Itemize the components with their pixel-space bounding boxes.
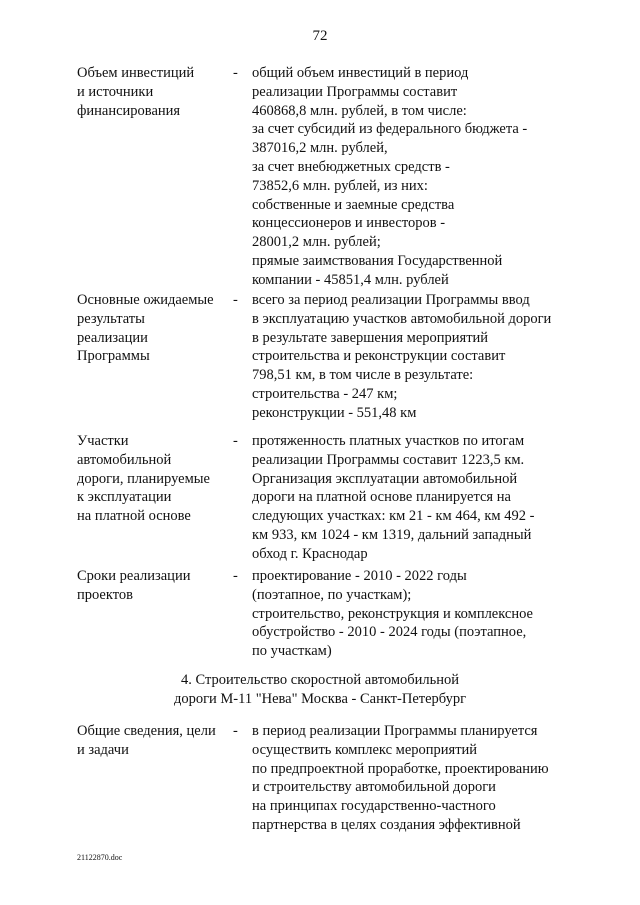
label-line: результаты <box>77 310 145 327</box>
label-line: дороги, планируемые <box>77 470 210 487</box>
label-line: и задачи <box>77 741 129 758</box>
row-dash: - <box>233 433 238 449</box>
value-line: Организация эксплуатации автомобильной <box>252 470 518 487</box>
value-line: компании - 45851,4 млн. рублей <box>252 271 449 288</box>
label-line: финансирования <box>77 102 181 119</box>
value-line: проектирование - 2010 - 2022 годы <box>252 568 467 584</box>
value-line: строительство, реконструкция и комплексное <box>252 605 533 622</box>
value-line: км 933, км 1024 - км 1319, дальний западный <box>252 526 532 543</box>
value-line: обход г. Краснодар <box>252 545 368 562</box>
row-label <box>77 567 227 605</box>
value-line: за счет субсидий из федерального бюджета - <box>252 121 528 138</box>
value-line: обустройство - 2010 - 2024 годы (поэтапное, <box>252 624 527 641</box>
row-dash: - <box>233 723 238 739</box>
heading-line: дороги М-11 "Нева" Москва - Санкт-Петербург <box>173 691 467 707</box>
value-line: на принципах государственно-частного <box>252 798 496 815</box>
heading-line: 4. Строительство скоростной автомобильной <box>180 672 459 688</box>
row-value <box>252 722 592 835</box>
label-line: Участки <box>77 433 129 449</box>
value-line: за счет внебюджетных средств - <box>252 158 450 175</box>
row-label <box>77 291 227 366</box>
value-line: 798,51 км, в том числе в результате: <box>252 367 474 384</box>
label-line: проектов <box>77 586 133 603</box>
row-value <box>252 567 592 661</box>
label-line: Объем инвестиций <box>77 65 195 81</box>
label-line: Основные ожидаемые <box>77 292 214 308</box>
value-line: общий объем инвестиций в период <box>252 65 469 81</box>
label-line: Общие сведения, цели <box>77 723 216 739</box>
value-line: 28001,2 млн. рублей; <box>252 234 381 251</box>
value-line: 387016,2 млн. рублей, <box>252 140 388 157</box>
value-line: собственные и заемные средства <box>252 196 455 213</box>
value-line: партнерства в целях создания эффективной <box>252 816 521 833</box>
label-line: к эксплуатации <box>77 489 172 506</box>
label-line: Программы <box>77 348 150 365</box>
label-line: автомобильной <box>77 451 172 468</box>
value-line: по участкам) <box>252 643 332 660</box>
row-dash: - <box>233 65 238 81</box>
row-label <box>77 722 227 760</box>
value-line: строительства - 247 км; <box>252 385 398 402</box>
value-line: в результате завершения мероприятий <box>252 329 489 346</box>
row-value <box>252 432 592 564</box>
row-label <box>77 64 227 120</box>
row-label <box>77 432 227 526</box>
value-line: следующих участках: км 21 - км 464, км 492 - <box>252 508 535 525</box>
label-line: Сроки реализации <box>77 568 191 584</box>
section-heading <box>0 671 640 709</box>
value-line: прямые заимствования Государственной <box>252 252 503 269</box>
row-value <box>252 291 592 423</box>
row-dash: - <box>233 292 238 308</box>
label-line: реализации <box>77 329 148 346</box>
value-line: дороги на платной основе планируется на <box>252 489 511 506</box>
row-dash: - <box>233 568 238 584</box>
page-number: 72 <box>312 28 328 44</box>
value-line: 460868,8 млн. рублей, в том числе: <box>252 102 467 119</box>
label-line: на платной основе <box>77 508 191 525</box>
value-line: (поэтапное, по участкам); <box>252 586 412 603</box>
value-line: строительства и реконструкции составит <box>252 348 506 365</box>
value-line: реализации Программы составит <box>252 83 458 100</box>
file-name-footer: 21122870.doc <box>77 853 123 862</box>
value-line: в эксплуатацию участков автомобильной дороги <box>252 310 552 327</box>
value-line: протяженность платных участков по итогам <box>252 433 525 449</box>
value-line: и строительству автомобильной дороги <box>252 779 496 796</box>
row-value <box>252 64 592 290</box>
value-line: концессионеров и инвесторов - <box>252 215 446 232</box>
label-line: и источники <box>77 83 154 100</box>
value-line: реконструкции - 551,48 км <box>252 404 417 421</box>
value-line: по предпроектной проработке, проектированию <box>252 760 549 777</box>
value-line: всего за период реализации Программы ввод <box>252 292 530 308</box>
value-line: осуществить комплекс мероприятий <box>252 741 478 758</box>
value-line: в период реализации Программы планируется <box>252 723 538 739</box>
value-line: 73852,6 млн. рублей, из них: <box>252 177 428 194</box>
value-line: реализации Программы составит 1223,5 км. <box>252 451 525 468</box>
